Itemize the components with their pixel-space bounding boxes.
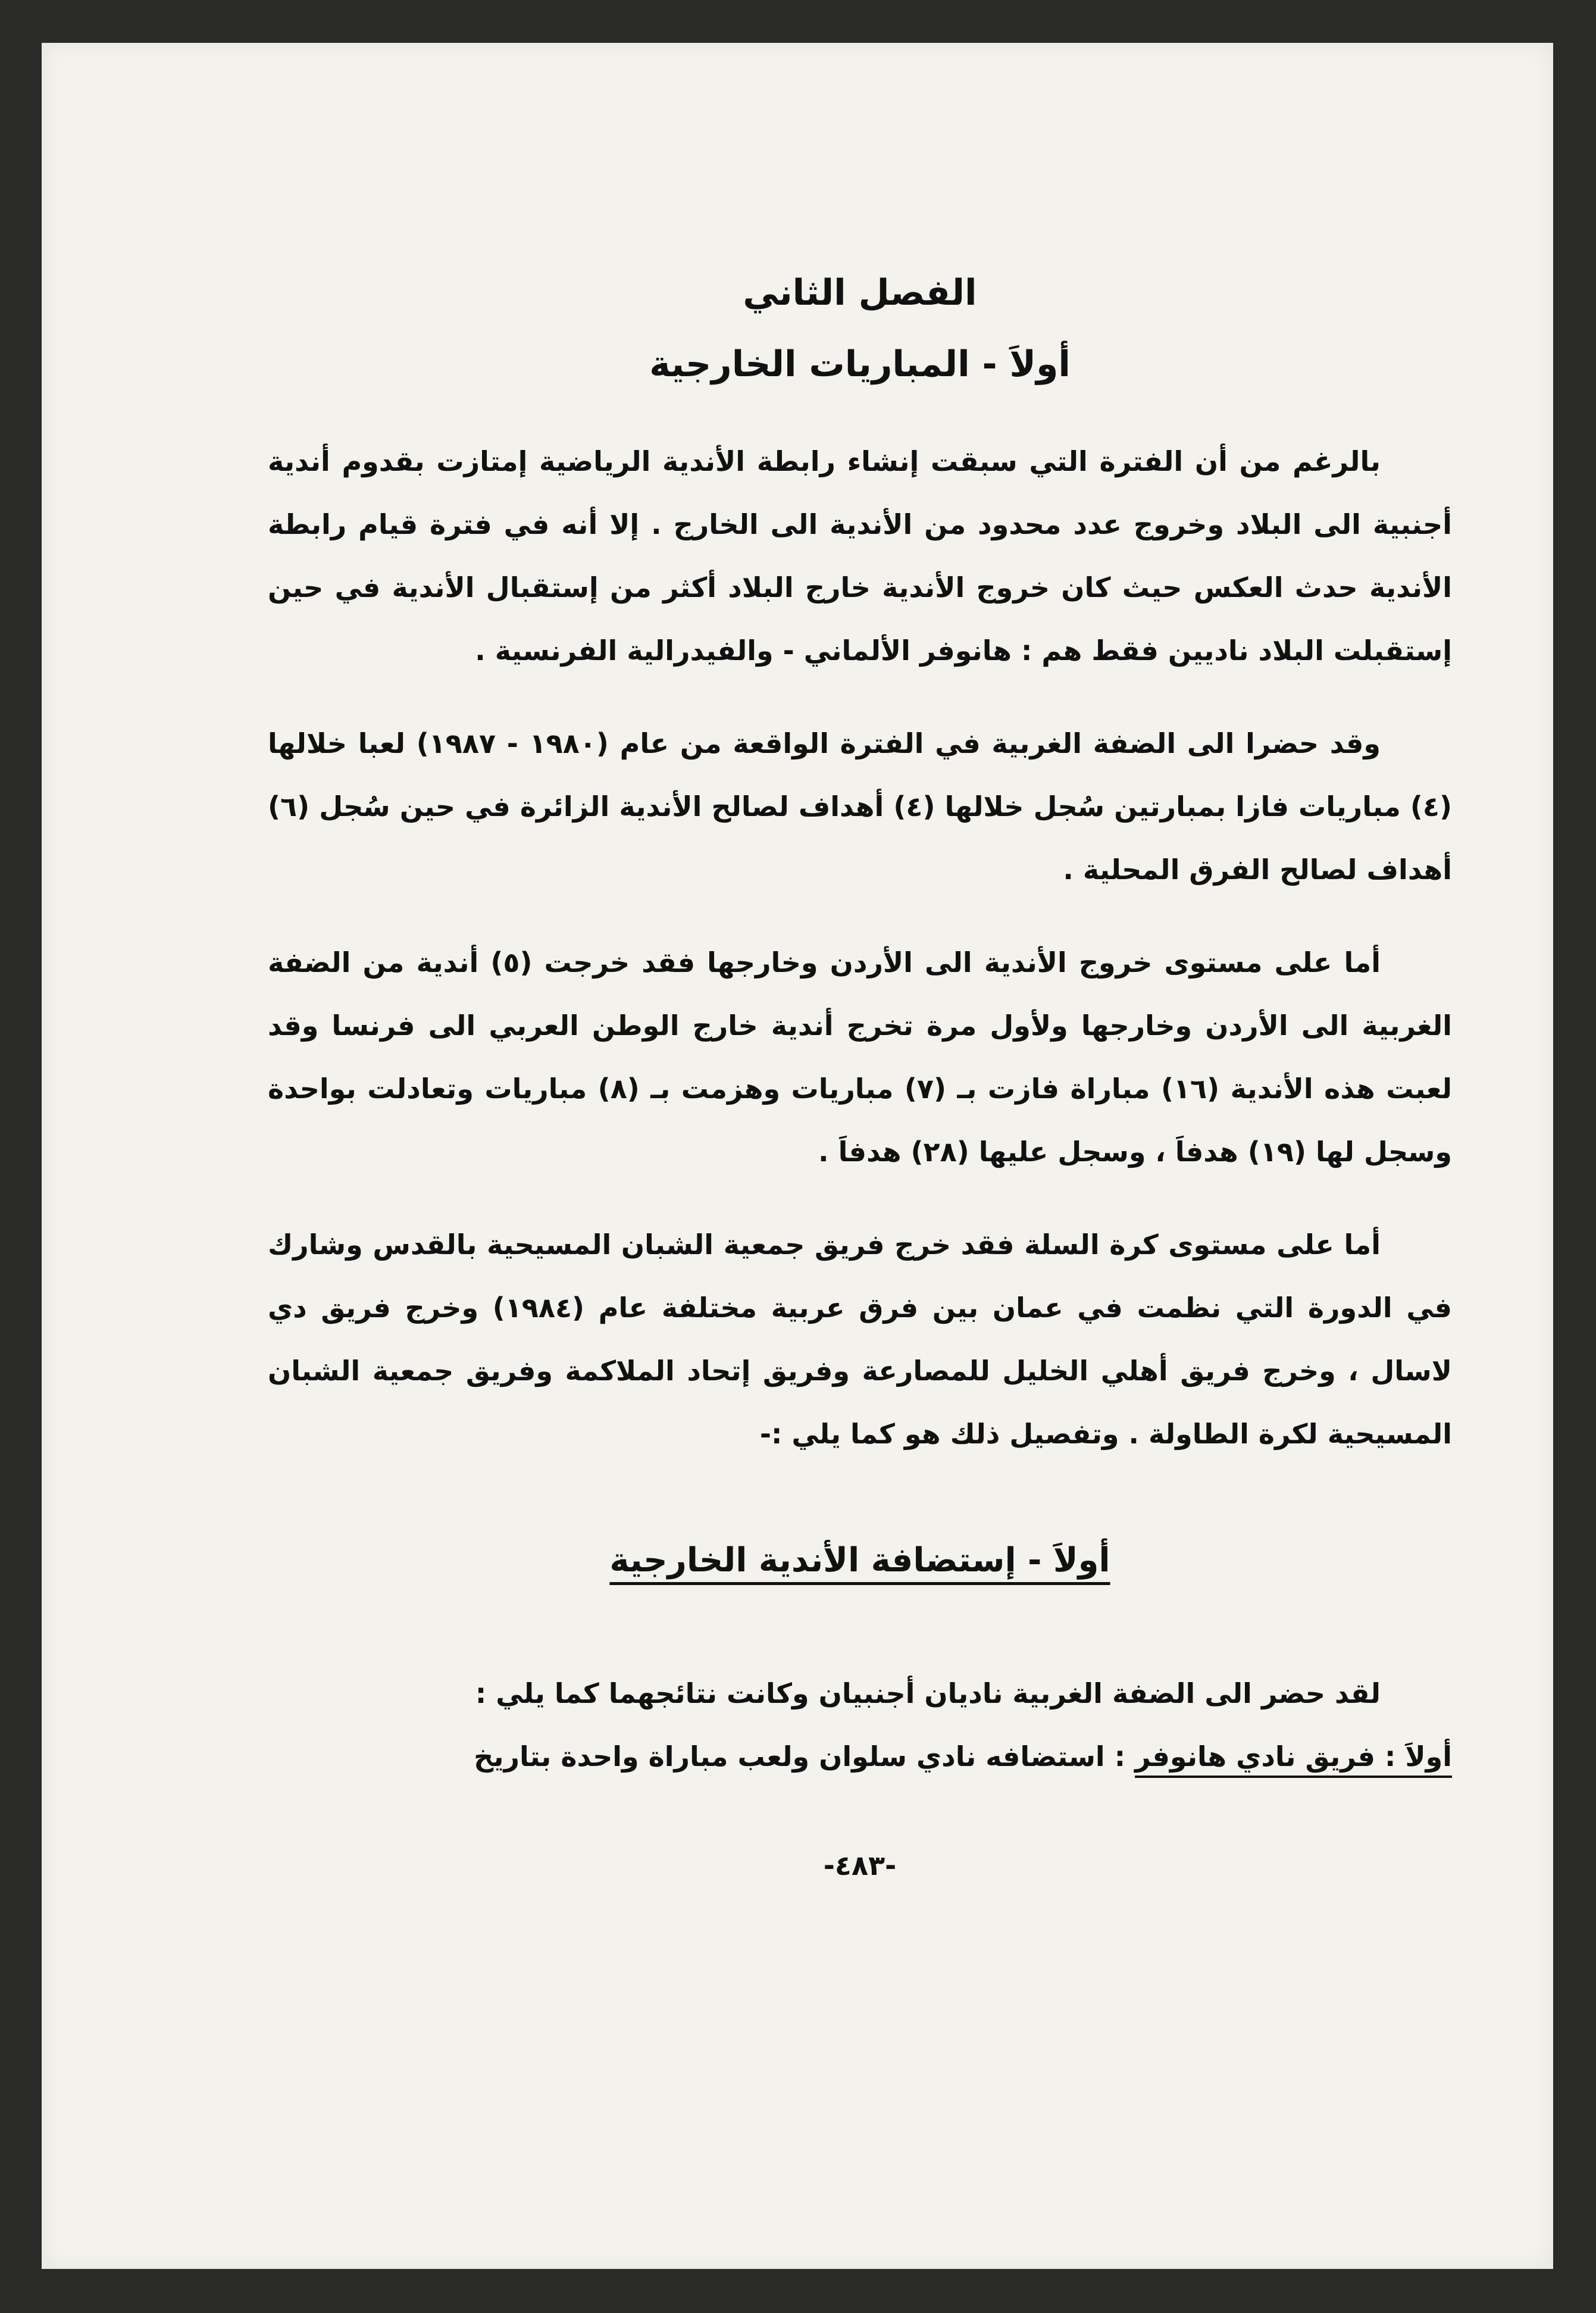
section-title: أولاَ - المباريات الخارجية: [649, 343, 1071, 385]
document-page: [42, 43, 1553, 2269]
paragraph-2: وقد حضرا الى الضفة الغربية في الفترة الواقعة من عام (١٩٨٠ - ١٩٨٧) لعبا خلالها (٤) مباريات فازا بمبارتين سُجل خلالها (٤) أهداف لصالح الأندية الزائرة في حين سُجل (٦) أهداف لصالح الفرق المحلية .: [268, 727, 1452, 886]
paragraph-3: أما على مستوى خروج الأندية الى الأردن وخارجها فقد خرجت (٥) أندية من الضفة الغربية الى الأردن وخارجها ولأول مرة تخرج أندية خارج الوطن العربي الى فرنسا وقد لعبت هذه الأندية (١٦) مباراة فازت بـ (٧) مباريات وهزمت بـ (٨) مباريات وتعادلت بواحدة وسجل لها (١٩) هدفاَ ، وسجل عليها (٢٨) هدفاَ .: [268, 946, 1452, 1168]
item-text: : استضافه نادي سلوان ولعب مباراة واحدة بتاريخ: [474, 1740, 1135, 1773]
chapter-title: الفصل الثاني: [743, 272, 977, 314]
subheading: أولاَ - إستضافة الأندية الخارجية: [609, 1541, 1110, 1580]
item-label: أولاَ : فريق نادي هانوفر: [1135, 1740, 1452, 1773]
paragraph-1: بالرغم من أن الفترة التي سبقت إنشاء رابطة الأندية الرياضية إمتازت بقدوم أندية أجنبية الى البلاد وخروج عدد محدود من الأندية الى الخارج . إلا أنه في فترة قيام رابطة الأندية حدث العكس حيث كان خروج الأندية خارج البلاد أكثر من إستقبال الأندية في حين إستقبلت البلاد ناديين فقط هم : هانوفر الألماني - والفيدرالية الفرنسية .: [268, 445, 1452, 667]
intro-line: لقد حضر الى الضفة الغربية ناديان أجنبيان وكانت نتائجهما كما يلي :: [475, 1677, 1381, 1709]
item-line: [268, 1725, 1452, 1788]
paragraph-4: أما على مستوى كرة السلة فقد خرج فريق جمعية الشبان المسيحية بالقدس وشارك في الدورة التي نظمت في عمان بين فرق عربية مختلفة عام (١٩٨٤) وخرج فريق دي لاسال ، وخرج فريق أهلي الخليل للمصارعة وفريق إتحاد الملاكمة وفريق جمعية الشبان المسيحية لكرة الطاولة . وتفصيل ذلك هو كما يلي :-: [268, 1229, 1452, 1450]
document-content: [268, 239, 1452, 1895]
page-number: -٤٨٣-: [823, 1849, 897, 1881]
